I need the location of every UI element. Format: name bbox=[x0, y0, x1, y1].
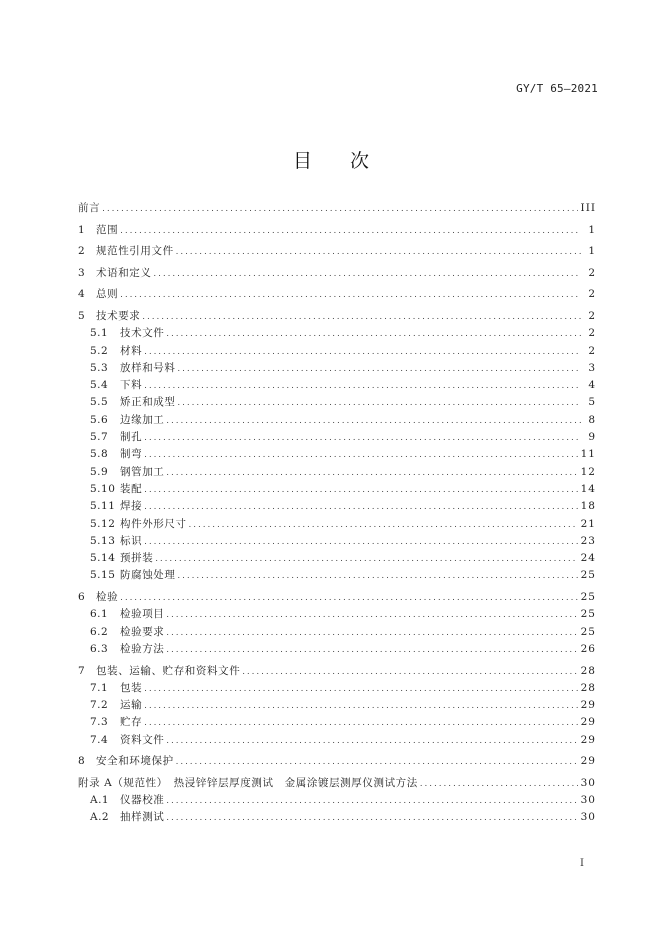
toc-entry-label: 技术文件 bbox=[120, 327, 165, 340]
toc-entry-label: 技术要求 bbox=[96, 309, 141, 322]
toc-entry[interactable] bbox=[78, 516, 596, 533]
dot-leader bbox=[166, 468, 577, 477]
toc-entry-page: 2 bbox=[588, 288, 596, 301]
toc-entry-number: A.1 bbox=[90, 794, 110, 807]
toc-entry-number: 5.2 bbox=[90, 344, 109, 357]
dot-leader bbox=[144, 485, 577, 494]
toc-entry-label: 预拼装 bbox=[120, 552, 154, 565]
toc-entry-label: 矫正和成型 bbox=[120, 396, 176, 409]
toc-entry-number: 5.3 bbox=[90, 361, 109, 374]
toc-entry-label: 检验 bbox=[96, 591, 119, 604]
toc-entry[interactable] bbox=[78, 732, 596, 749]
dot-leader bbox=[242, 667, 577, 676]
toc-entry-number: 5.6 bbox=[90, 413, 109, 426]
toc-entry-page: 11 bbox=[580, 448, 596, 461]
toc-entry[interactable] bbox=[78, 680, 596, 697]
toc-entry-label: 标识 bbox=[120, 534, 143, 547]
toc-entry[interactable] bbox=[78, 481, 596, 498]
dot-leader bbox=[178, 571, 578, 580]
toc-entry-label: 前言 bbox=[78, 202, 101, 214]
toc-entry-number: 5.14 bbox=[90, 552, 116, 565]
toc-entry-number: 5.13 bbox=[90, 534, 116, 547]
toc-entry-label: 规范性引用文件 bbox=[96, 245, 174, 258]
toc-entry-label: 包装、运输、贮存和资料文件 bbox=[96, 664, 241, 677]
toc-entry-number: 5.11 bbox=[90, 500, 116, 513]
toc-entry-label: 范围 bbox=[96, 223, 119, 236]
title-char-1: 目 bbox=[292, 150, 312, 172]
toc-entry-label: 仪器校准 bbox=[120, 794, 165, 807]
title-char-2: 次 bbox=[350, 150, 370, 172]
dot-leader bbox=[155, 554, 577, 563]
toc-entry-label: 制弯 bbox=[120, 448, 143, 461]
toc-entry[interactable] bbox=[78, 343, 596, 360]
toc-entry-number: 5.7 bbox=[90, 431, 109, 444]
dot-leader bbox=[144, 450, 577, 459]
dot-leader bbox=[120, 226, 581, 235]
document-code: GY/T 65—2021 bbox=[516, 82, 598, 95]
toc-entry-label: 贮存 bbox=[120, 716, 143, 729]
toc-entry-label: 材料 bbox=[120, 344, 143, 357]
dot-leader bbox=[166, 610, 577, 619]
toc-entry-number: 5.15 bbox=[90, 569, 116, 582]
toc-entry[interactable] bbox=[78, 498, 596, 515]
dot-leader bbox=[154, 269, 582, 278]
toc-entry-page: 28 bbox=[580, 664, 596, 677]
toc-entry[interactable] bbox=[78, 377, 596, 394]
toc-entry[interactable] bbox=[78, 243, 596, 260]
toc-entry-label: 钢管加工 bbox=[120, 465, 165, 478]
toc-entry-page: 12 bbox=[580, 465, 596, 478]
toc-entry-label: 安全和环境保护 bbox=[96, 755, 174, 768]
dot-leader bbox=[144, 718, 577, 727]
toc-entry[interactable] bbox=[78, 446, 596, 463]
toc-entry-number: 8 bbox=[78, 755, 86, 768]
toc-entry-number: 6.2 bbox=[90, 625, 109, 638]
dot-leader bbox=[176, 757, 578, 766]
toc-entry[interactable] bbox=[78, 624, 596, 641]
toc-entry-label: 边缘加工 bbox=[120, 413, 165, 426]
toc-entry[interactable] bbox=[78, 394, 596, 411]
dot-leader bbox=[420, 779, 578, 788]
toc-entry-number: 5.8 bbox=[90, 448, 109, 461]
toc-entry-page: 8 bbox=[588, 413, 596, 426]
toc-entry-page: 29 bbox=[580, 733, 596, 746]
toc-entry-label: 总则 bbox=[96, 288, 119, 301]
toc-entry-label: 焊接 bbox=[120, 500, 143, 513]
toc-entry[interactable] bbox=[78, 663, 596, 680]
toc-entry[interactable] bbox=[78, 412, 596, 429]
toc-entry-label: 资料文件 bbox=[120, 733, 165, 746]
toc-entry[interactable] bbox=[78, 697, 596, 714]
toc-entry[interactable] bbox=[78, 286, 596, 303]
toc-entry-number: 1 bbox=[78, 223, 86, 236]
dot-leader bbox=[166, 645, 577, 654]
table-of-contents bbox=[78, 200, 596, 827]
toc-entry-number: 7 bbox=[78, 664, 86, 677]
dot-leader bbox=[142, 312, 581, 321]
toc-entry[interactable] bbox=[78, 714, 596, 731]
toc-entry-number: 6.1 bbox=[90, 608, 109, 621]
toc-entry-label: 运输 bbox=[120, 699, 143, 712]
dot-leader bbox=[166, 416, 581, 425]
toc-entry-number: 5.12 bbox=[90, 517, 116, 530]
toc-entry-label: 下料 bbox=[120, 379, 143, 392]
toc-entry-label: 检验项目 bbox=[120, 608, 165, 621]
toc-entry-page: 25 bbox=[580, 608, 596, 621]
dot-leader bbox=[144, 701, 577, 710]
dot-leader bbox=[166, 813, 577, 822]
dot-leader bbox=[102, 204, 577, 213]
toc-entry-page: 29 bbox=[580, 699, 596, 712]
toc-entry[interactable] bbox=[78, 222, 596, 239]
toc-entry-label: 术语和定义 bbox=[96, 266, 152, 279]
toc-entry-number: 5.5 bbox=[90, 396, 109, 409]
toc-entry[interactable] bbox=[78, 567, 596, 584]
toc-entry-label: 检验要求 bbox=[120, 625, 165, 638]
dot-leader bbox=[166, 736, 577, 745]
toc-entry-page: 25 bbox=[580, 625, 596, 638]
dot-leader bbox=[166, 796, 577, 805]
toc-entry[interactable] bbox=[78, 606, 596, 623]
toc-entry[interactable] bbox=[78, 809, 596, 826]
toc-entry-page: 28 bbox=[580, 681, 596, 694]
toc-entry-number: 7.2 bbox=[90, 699, 109, 712]
toc-entry-label: 包装 bbox=[120, 681, 143, 694]
toc-entry-label: 防腐蚀处理 bbox=[120, 569, 176, 582]
toc-entry[interactable] bbox=[78, 589, 596, 606]
toc-entry-label: 抽样测试 bbox=[120, 811, 165, 824]
toc-entry-page: 5 bbox=[588, 396, 596, 409]
dot-leader bbox=[120, 290, 581, 299]
toc-entry[interactable] bbox=[78, 533, 596, 550]
toc-entry-number: A.2 bbox=[90, 811, 110, 824]
dot-leader bbox=[178, 398, 582, 407]
toc-entry-page: 25 bbox=[580, 569, 596, 582]
toc-entry-label: 构件外形尺寸 bbox=[120, 517, 187, 530]
toc-entry-number: 6 bbox=[78, 591, 86, 604]
toc-entry-page: 1 bbox=[588, 245, 596, 258]
toc-entry-number: 2 bbox=[78, 245, 86, 258]
dot-leader bbox=[176, 247, 581, 256]
toc-entry-label: 检验方法 bbox=[120, 642, 165, 655]
toc-entry-number: 5.9 bbox=[90, 465, 109, 478]
toc-entry-page: 2 bbox=[588, 327, 596, 340]
toc-entry-page: 30 bbox=[580, 794, 596, 807]
toc-entry-page: 2 bbox=[588, 266, 596, 279]
toc-entry[interactable] bbox=[78, 429, 596, 446]
page-number: I bbox=[580, 858, 584, 869]
dot-leader bbox=[144, 537, 577, 546]
dot-leader bbox=[144, 381, 581, 390]
toc-entry-page: 24 bbox=[580, 552, 596, 565]
toc-entry-page: 25 bbox=[580, 591, 596, 604]
toc-entry-page: 2 bbox=[588, 344, 596, 357]
toc-entry-page: 14 bbox=[580, 482, 596, 495]
toc-entry-number: 5.1 bbox=[90, 327, 109, 340]
toc-entry-page: 4 bbox=[588, 379, 596, 392]
toc-entry-page: 30 bbox=[580, 811, 596, 824]
toc-entry-page: 29 bbox=[580, 755, 596, 768]
toc-entry-number: 5 bbox=[78, 309, 86, 322]
toc-entry-number: 7.4 bbox=[90, 733, 109, 746]
toc-entry[interactable] bbox=[78, 464, 596, 481]
toc-entry-page: 23 bbox=[580, 534, 596, 547]
page-title bbox=[0, 146, 662, 173]
toc-entry-number: 5.4 bbox=[90, 379, 109, 392]
dot-leader bbox=[144, 502, 577, 511]
dot-leader bbox=[120, 593, 577, 602]
toc-entry-label: 装配 bbox=[120, 482, 143, 495]
toc-entry-page: III bbox=[580, 202, 596, 214]
toc-entry-page: 9 bbox=[588, 431, 596, 444]
toc-entry-number: 4 bbox=[78, 288, 86, 301]
dot-leader bbox=[166, 329, 581, 338]
dot-leader bbox=[144, 684, 577, 693]
toc-entry[interactable] bbox=[78, 200, 596, 217]
dot-leader bbox=[189, 520, 578, 529]
toc-entry-label: 放样和号料 bbox=[120, 361, 176, 374]
toc-entry-page: 1 bbox=[588, 223, 596, 236]
toc-entry-label: 附录 A（规范性） 热浸锌锌层厚度测试 金属涂镀层测厚仪测试方法 bbox=[78, 776, 418, 789]
toc-entry[interactable] bbox=[78, 753, 596, 770]
toc-entry[interactable] bbox=[78, 308, 596, 325]
toc-entry-label: 制孔 bbox=[120, 431, 143, 444]
toc-entry-page: 18 bbox=[580, 500, 596, 513]
toc-entry[interactable] bbox=[78, 641, 596, 658]
toc-entry-page: 2 bbox=[588, 309, 596, 322]
toc-entry[interactable] bbox=[78, 325, 596, 342]
dot-leader bbox=[178, 364, 582, 373]
toc-entry-page: 29 bbox=[580, 716, 596, 729]
toc-entry[interactable] bbox=[78, 550, 596, 567]
toc-entry[interactable] bbox=[78, 265, 596, 282]
dot-leader bbox=[144, 347, 581, 356]
toc-entry-number: 5.10 bbox=[90, 482, 116, 495]
toc-entry-number: 7.1 bbox=[90, 681, 109, 694]
toc-entry-number: 6.3 bbox=[90, 642, 109, 655]
toc-entry[interactable] bbox=[78, 360, 596, 377]
toc-entry[interactable] bbox=[78, 775, 596, 792]
toc-entry[interactable] bbox=[78, 792, 596, 809]
dot-leader bbox=[144, 433, 581, 442]
toc-entry-page: 26 bbox=[580, 642, 596, 655]
toc-entry-number: 7.3 bbox=[90, 716, 109, 729]
toc-entry-page: 21 bbox=[580, 517, 596, 530]
toc-entry-page: 30 bbox=[580, 776, 596, 789]
toc-entry-page: 3 bbox=[588, 361, 596, 374]
dot-leader bbox=[166, 628, 577, 637]
toc-entry-number: 3 bbox=[78, 266, 86, 279]
